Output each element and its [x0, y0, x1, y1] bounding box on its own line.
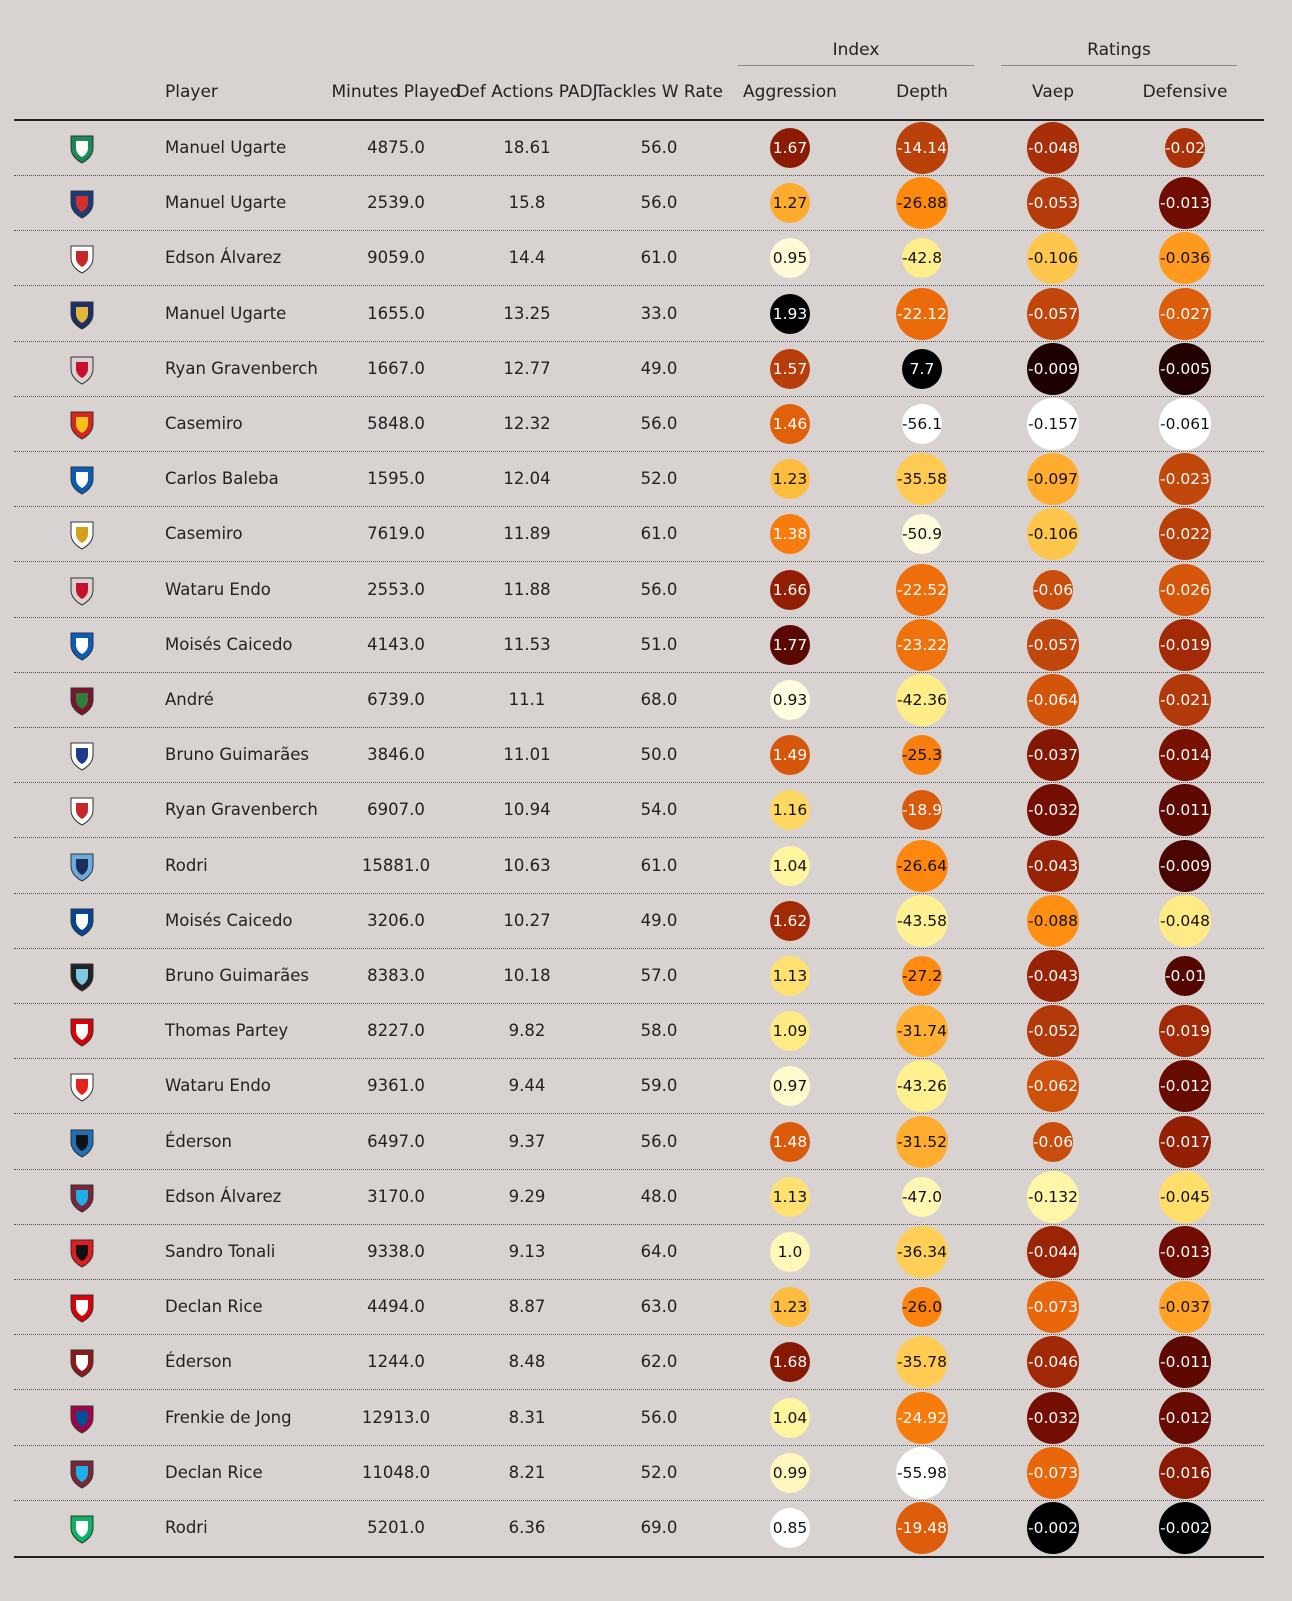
bubble-aggression: 1.09: [770, 1011, 810, 1051]
cell-def-actions: 8.21: [508, 1462, 546, 1482]
cell-def-actions: 11.1: [508, 690, 546, 709]
bubble-defensive: -0.022: [1159, 508, 1211, 560]
cell-tackles: 54.0: [640, 800, 678, 820]
cell-def-actions: 18.61: [503, 138, 551, 157]
bubble-vaep: -0.032: [1027, 784, 1079, 836]
player-name: Wataru Endo: [165, 579, 271, 599]
table-row: [0, 175, 1292, 231]
bubble-vaep: -0.106: [1027, 508, 1079, 560]
ajax-crest-icon: [66, 242, 98, 274]
bubble-defensive: -0.014: [1159, 729, 1211, 781]
cell-def-actions: 13.25: [503, 303, 551, 323]
cell-def-actions: 15.8: [508, 193, 546, 213]
man-city-crest-icon: [66, 850, 98, 882]
cell-tackles: 61.0: [640, 855, 678, 875]
player-name: Frenkie de Jong: [165, 1407, 292, 1427]
table-row: [0, 1114, 1292, 1170]
bubble-aggression: 1.49: [770, 735, 810, 775]
table-row: [0, 396, 1292, 452]
bubble-depth: -43.58: [896, 895, 948, 947]
player-name: Carlos Baleba: [165, 469, 279, 489]
bubble-vaep: -0.043: [1027, 840, 1079, 892]
cell-minutes: 3170.0: [367, 1186, 425, 1206]
table-row: [0, 230, 1292, 286]
psg-crest-icon: [66, 187, 98, 219]
cell-minutes: 1244.0: [367, 1352, 425, 1372]
bubble-depth: -22.12: [896, 288, 948, 340]
cell-def-actions: 9.37: [508, 1131, 546, 1151]
west-ham-crest-icon: [66, 1181, 98, 1213]
column-header-aggression: Aggression: [743, 82, 837, 102]
cell-minutes: 2553.0: [367, 579, 425, 599]
cell-tackles: 49.0: [640, 910, 678, 930]
table-row: [0, 506, 1292, 562]
bubble-aggression: 1.62: [770, 901, 810, 941]
cell-minutes: 5848.0: [367, 414, 425, 433]
bubble-vaep: -0.057: [1027, 288, 1079, 340]
column-header-def-actions: Def Actions PADJ: [456, 82, 598, 102]
player-name: Declan Rice: [165, 1462, 263, 1482]
table-row: [0, 1390, 1292, 1446]
bubble-defensive: -0.013: [1159, 1226, 1211, 1278]
cell-minutes: 6907.0: [367, 800, 425, 820]
bubble-depth: -50.9: [902, 514, 942, 554]
bubble-depth: -23.22: [896, 619, 948, 671]
bubble-aggression: 0.95: [770, 238, 810, 278]
bubble-depth: -42.36: [896, 674, 948, 726]
bubble-depth: -18.9: [902, 790, 942, 830]
west-ham-crest-icon: [66, 1457, 98, 1489]
atalanta-crest-icon: [66, 1126, 98, 1158]
bubble-aggression: 1.04: [770, 1398, 810, 1438]
famalicao-crest-icon: [66, 298, 98, 330]
cell-def-actions: 8.48: [508, 1352, 546, 1372]
bubble-defensive: -0.002: [1159, 1502, 1211, 1554]
bubble-defensive: -0.026: [1159, 564, 1211, 616]
cell-def-actions: 10.94: [503, 800, 551, 820]
cell-tackles: 49.0: [640, 358, 678, 378]
column-header-depth: Depth: [896, 82, 948, 102]
table-row: [0, 727, 1292, 783]
cell-minutes: 4494.0: [367, 1297, 425, 1317]
cell-minutes: 11048.0: [361, 1462, 431, 1482]
cell-tackles: 56.0: [640, 1407, 678, 1427]
bubble-depth: -36.34: [896, 1226, 948, 1278]
bubble-aggression: 1.93: [770, 294, 810, 334]
bubble-depth: -24.92: [896, 1392, 948, 1444]
column-header-defensive: Defensive: [1142, 82, 1228, 102]
player-name: Manuel Ugarte: [165, 303, 287, 323]
group-label-index: Index: [832, 40, 880, 60]
bubble-defensive: -0.019: [1159, 619, 1211, 671]
cell-minutes: 9059.0: [367, 248, 425, 268]
cell-tackles: 52.0: [640, 1462, 678, 1482]
stuttgart-crest-icon: [66, 1070, 98, 1102]
real-betis-crest-icon: [66, 1512, 98, 1544]
cell-minutes: 3206.0: [367, 910, 425, 930]
cell-minutes: 9338.0: [367, 1242, 425, 1261]
table-row: [0, 948, 1292, 1004]
cell-minutes: 6497.0: [367, 1131, 425, 1151]
liverpool-crest-icon: [66, 353, 98, 385]
cell-tackles: 61.0: [640, 248, 678, 268]
bubble-depth: -26.88: [896, 177, 948, 229]
arsenal-crest-icon: [66, 1291, 98, 1323]
player-name: Moisés Caicedo: [165, 634, 293, 654]
brighton-crest-icon: [66, 629, 98, 661]
bubble-defensive: -0.048: [1159, 895, 1211, 947]
player-name: Bruno Guimarães: [165, 966, 310, 985]
bubble-vaep: -0.046: [1027, 1336, 1079, 1388]
cell-minutes: 3846.0: [367, 745, 425, 765]
cell-tackles: 58.0: [640, 1021, 678, 1041]
player-name: Ryan Gravenberch: [165, 800, 318, 820]
bubble-vaep: -0.106: [1027, 232, 1079, 284]
bubble-defensive: -0.011: [1159, 1336, 1211, 1388]
cell-def-actions: 14.4: [508, 248, 546, 268]
player-name: Casemiro: [165, 524, 243, 544]
table-row: [0, 1169, 1292, 1225]
player-name: Declan Rice: [165, 1297, 263, 1317]
cell-def-actions: 12.77: [503, 358, 551, 378]
player-name: Casemiro: [165, 414, 243, 433]
bottom-rule: [14, 1556, 1264, 1558]
player-name: Ryan Gravenberch: [165, 358, 318, 378]
bubble-aggression: 1.38: [770, 514, 810, 554]
group-label-ratings: Ratings: [1087, 40, 1151, 60]
cell-def-actions: 10.18: [503, 966, 551, 985]
bubble-defensive: -0.02: [1165, 128, 1205, 168]
table-row: [0, 341, 1292, 397]
cell-tackles: 50.0: [640, 745, 678, 765]
player-name: Moisés Caicedo: [165, 910, 293, 930]
bubble-vaep: -0.002: [1027, 1502, 1079, 1554]
ac-milan-crest-icon: [66, 1236, 98, 1268]
bubble-defensive: -0.036: [1159, 232, 1211, 284]
cell-minutes: 8383.0: [367, 966, 425, 985]
bubble-defensive: -0.027: [1159, 288, 1211, 340]
cell-def-actions: 10.27: [503, 910, 551, 930]
cell-def-actions: 9.29: [508, 1186, 546, 1206]
bubble-defensive: -0.012: [1159, 1392, 1211, 1444]
table-row: [0, 1224, 1292, 1280]
bubble-defensive: -0.005: [1159, 343, 1211, 395]
bubble-vaep: -0.053: [1027, 177, 1079, 229]
column-header-tackles: Tackles W Rate: [595, 82, 723, 102]
bubble-depth: -55.98: [896, 1447, 948, 1499]
lyon-crest-icon: [66, 739, 98, 771]
bubble-vaep: -0.088: [1027, 895, 1079, 947]
cell-tackles: 61.0: [640, 524, 678, 544]
bubble-aggression: 1.68: [770, 1342, 810, 1382]
player-name: Éderson: [165, 1131, 232, 1151]
bubble-aggression: 1.46: [770, 404, 810, 444]
player-name: André: [165, 690, 214, 709]
group-line-index: [738, 65, 974, 66]
table-row: [0, 451, 1292, 507]
player-name: Edson Álvarez: [165, 1186, 282, 1206]
bubble-defensive: -0.011: [1159, 784, 1211, 836]
player-name: Thomas Partey: [165, 1021, 289, 1041]
player-name: Manuel Ugarte: [165, 138, 287, 157]
table-row: [0, 1058, 1292, 1114]
cell-def-actions: 12.32: [503, 414, 551, 433]
bubble-aggression: 1.66: [770, 570, 810, 610]
newcastle-crest-icon: [66, 960, 98, 992]
bubble-depth: -43.26: [896, 1060, 948, 1112]
bubble-vaep: -0.132: [1027, 1171, 1079, 1223]
bubble-aggression: 1.13: [770, 956, 810, 996]
bubble-defensive: -0.023: [1159, 453, 1211, 505]
cell-tackles: 56.0: [640, 138, 678, 157]
table-row: [0, 1445, 1292, 1501]
cell-minutes: 8227.0: [367, 1021, 425, 1041]
bubble-vaep: -0.044: [1027, 1226, 1079, 1278]
bubble-defensive: -0.01: [1165, 956, 1205, 996]
fluminense-crest-icon: [66, 684, 98, 716]
table-row: [0, 1334, 1292, 1390]
table-row: [0, 1279, 1292, 1335]
bubble-depth: -25.3: [902, 735, 942, 775]
bubble-vaep: -0.052: [1027, 1005, 1079, 1057]
bubble-vaep: -0.157: [1027, 398, 1079, 450]
bubble-depth: -26.0: [902, 1287, 942, 1327]
cell-minutes: 4143.0: [367, 634, 425, 654]
cell-tackles: 56.0: [640, 193, 678, 213]
bubble-defensive: -0.021: [1159, 674, 1211, 726]
cell-tackles: 48.0: [640, 1186, 678, 1206]
bubble-depth: -19.48: [896, 1502, 948, 1554]
bubble-aggression: 0.85: [770, 1508, 810, 1548]
group-line-ratings: [1001, 65, 1237, 66]
bubble-defensive: -0.009: [1159, 840, 1211, 892]
bubble-defensive: -0.037: [1159, 1281, 1211, 1333]
bubble-depth: -31.52: [896, 1116, 948, 1168]
cell-tackles: 52.0: [640, 469, 678, 489]
player-name: Bruno Guimarães: [165, 745, 310, 765]
bubble-aggression: 1.23: [770, 1287, 810, 1327]
column-header-player: Player: [165, 82, 218, 102]
cell-def-actions: 11.01: [503, 745, 551, 765]
bubble-depth: -27.2: [902, 956, 942, 996]
bubble-depth: -26.64: [896, 840, 948, 892]
bubble-aggression: 0.97: [770, 1066, 810, 1106]
bubble-aggression: 0.93: [770, 680, 810, 720]
column-header-vaep: Vaep: [1032, 82, 1074, 102]
bubble-depth: -31.74: [896, 1005, 948, 1057]
cell-def-actions: 8.31: [508, 1407, 546, 1427]
real-madrid-crest-icon: [66, 518, 98, 550]
bubble-vaep: -0.057: [1027, 619, 1079, 671]
table-row: [0, 838, 1292, 894]
bubble-vaep: -0.073: [1027, 1281, 1079, 1333]
bubble-defensive: -0.013: [1159, 177, 1211, 229]
bubble-defensive: -0.045: [1159, 1171, 1211, 1223]
bubble-aggression: 1.48: [770, 1122, 810, 1162]
cell-tackles: 56.0: [640, 579, 678, 599]
sporting-crest-icon: [66, 132, 98, 164]
cell-tackles: 62.0: [640, 1352, 678, 1372]
cell-minutes: 1655.0: [367, 303, 425, 323]
bubble-aggression: 0.99: [770, 1453, 810, 1493]
cell-tackles: 56.0: [640, 414, 678, 433]
cell-minutes: 2539.0: [367, 193, 425, 213]
bubble-vaep: -0.043: [1027, 950, 1079, 1002]
cell-minutes: 4875.0: [367, 138, 425, 157]
player-name: Edson Álvarez: [165, 248, 282, 268]
cell-tackles: 33.0: [640, 303, 678, 323]
liverpool-crest-icon: [66, 574, 98, 606]
cell-minutes: 5201.0: [367, 1518, 425, 1537]
bubble-aggression: 1.16: [770, 790, 810, 830]
cell-def-actions: 11.88: [503, 579, 551, 599]
player-name: Rodri: [165, 855, 208, 875]
bubble-depth: 7.7: [902, 349, 942, 389]
bubble-vaep: -0.048: [1027, 122, 1079, 174]
bubble-depth: -14.14: [896, 122, 948, 174]
brighton-crest-icon: [66, 463, 98, 495]
column-header-minutes: Minutes Played: [331, 82, 461, 102]
bubble-vaep: -0.009: [1027, 343, 1079, 395]
cell-minutes: 15881.0: [361, 855, 431, 875]
bubble-depth: -35.78: [896, 1336, 948, 1388]
player-name: Wataru Endo: [165, 1076, 271, 1096]
cell-def-actions: 9.13: [508, 1242, 546, 1261]
salernitana-crest-icon: [66, 1346, 98, 1378]
cell-tackles: 57.0: [640, 966, 678, 985]
player-name: Manuel Ugarte: [165, 193, 287, 213]
table-row: [0, 562, 1292, 618]
bubble-aggression: 1.57: [770, 349, 810, 389]
bubble-aggression: 1.04: [770, 846, 810, 886]
cell-minutes: 6739.0: [367, 690, 425, 709]
cell-tackles: 69.0: [640, 1518, 678, 1537]
table-row: [0, 1500, 1292, 1556]
man-united-crest-icon: [66, 408, 98, 440]
bubble-vaep: -0.037: [1027, 729, 1079, 781]
bubble-depth: -22.52: [896, 564, 948, 616]
bubble-depth: -42.8: [902, 238, 942, 278]
cell-tackles: 64.0: [640, 1242, 678, 1261]
player-name: Éderson: [165, 1352, 232, 1372]
bubble-vaep: -0.073: [1027, 1447, 1079, 1499]
bubble-vaep: -0.062: [1027, 1060, 1079, 1112]
bubble-aggression: 1.67: [770, 128, 810, 168]
table-row: [0, 1003, 1292, 1059]
cell-tackles: 68.0: [640, 690, 678, 709]
bubble-vaep: -0.032: [1027, 1392, 1079, 1444]
cell-minutes: 7619.0: [367, 524, 425, 544]
chelsea-crest-icon: [66, 905, 98, 937]
cell-def-actions: 6.36: [508, 1518, 546, 1537]
table-row: [0, 120, 1292, 176]
cell-def-actions: 12.04: [503, 469, 551, 489]
table-row: [0, 617, 1292, 673]
bubble-defensive: -0.012: [1159, 1060, 1211, 1112]
bubble-aggression: 1.27: [770, 183, 810, 223]
barcelona-crest-icon: [66, 1402, 98, 1434]
bubble-defensive: -0.019: [1159, 1005, 1211, 1057]
table-row: [0, 782, 1292, 838]
cell-tackles: 59.0: [640, 1076, 678, 1096]
arsenal-crest-icon: [66, 1015, 98, 1047]
cell-minutes: 12913.0: [361, 1407, 431, 1427]
cell-tackles: 51.0: [640, 634, 678, 654]
cell-def-actions: 11.53: [503, 634, 551, 654]
cell-def-actions: 10.63: [503, 855, 551, 875]
table-row: [0, 672, 1292, 728]
cell-minutes: 9361.0: [367, 1076, 425, 1096]
bubble-depth: -35.58: [896, 453, 948, 505]
bubble-defensive: -0.061: [1159, 398, 1211, 450]
ajax-crest-icon: [66, 794, 98, 826]
table-row: [0, 286, 1292, 342]
bubble-depth: -56.1: [902, 404, 942, 444]
bubble-defensive: -0.016: [1159, 1447, 1211, 1499]
bubble-vaep: -0.097: [1027, 453, 1079, 505]
table-row: [0, 893, 1292, 949]
bubble-aggression: 1.23: [770, 459, 810, 499]
player-name: Rodri: [165, 1518, 208, 1537]
cell-tackles: 63.0: [640, 1297, 678, 1317]
cell-minutes: 1667.0: [367, 358, 425, 378]
cell-def-actions: 9.44: [508, 1076, 546, 1096]
cell-tackles: 56.0: [640, 1131, 678, 1151]
cell-minutes: 1595.0: [367, 469, 425, 489]
bubble-aggression: 1.77: [770, 625, 810, 665]
bubble-aggression: 1.0: [770, 1232, 810, 1272]
player-name: Sandro Tonali: [165, 1242, 276, 1261]
bubble-depth: -47.0: [902, 1177, 942, 1217]
bubble-aggression: 1.13: [770, 1177, 810, 1217]
cell-def-actions: 8.87: [508, 1297, 546, 1317]
cell-def-actions: 9.82: [508, 1021, 546, 1041]
bubble-defensive: -0.017: [1159, 1116, 1211, 1168]
bubble-vaep: -0.064: [1027, 674, 1079, 726]
cell-def-actions: 11.89: [503, 524, 551, 544]
bubble-vaep: -0.06: [1033, 570, 1073, 610]
bubble-vaep: -0.06: [1033, 1122, 1073, 1162]
